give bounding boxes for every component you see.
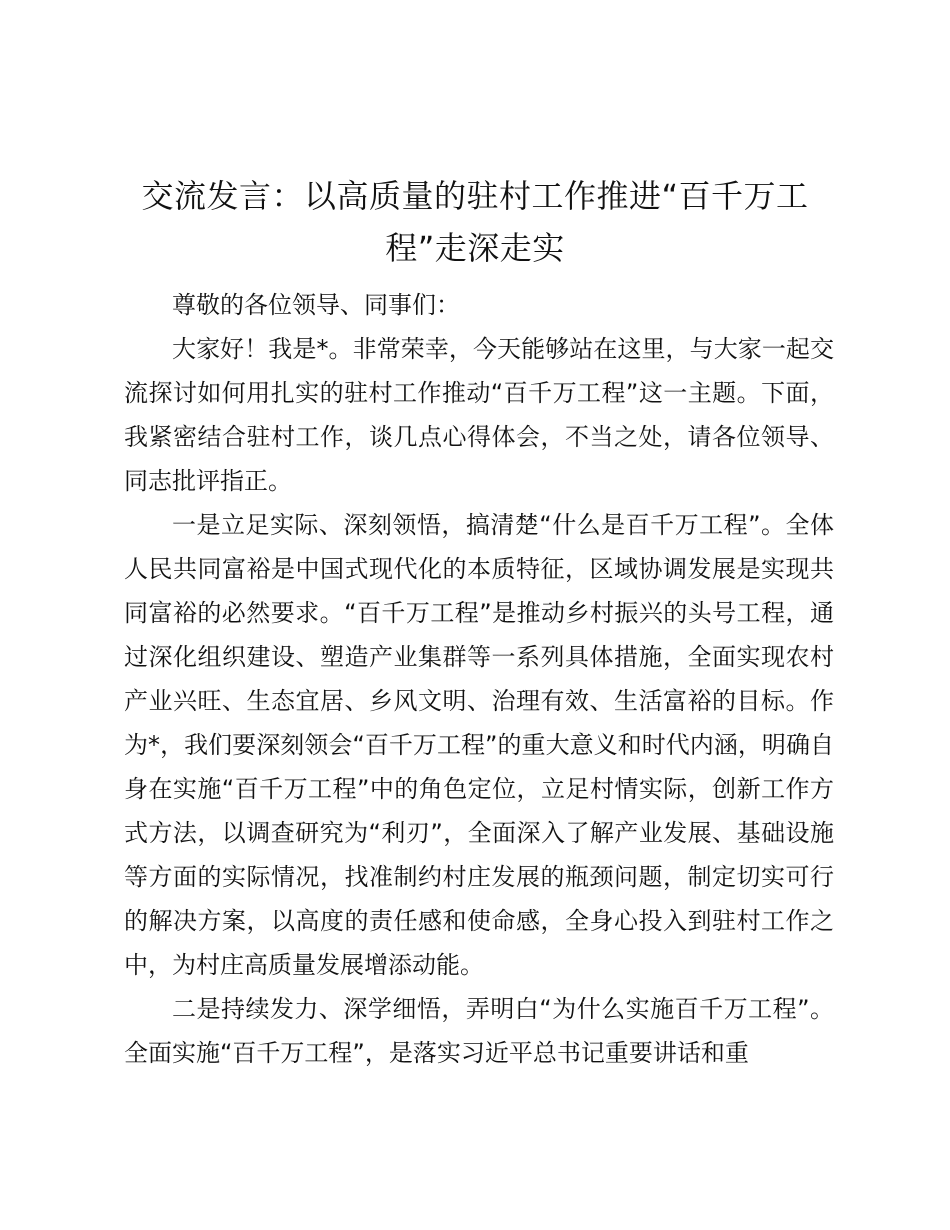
- document-body: [124, 283, 834, 1075]
- paragraph-intro: 大家好！我是*。非常荣幸，今天能够站在这里，与大家一起交流探讨如何用扎实的驻村工作推动“百千万工程”这一主题。下面，我紧密结合驻村工作，谈几点心得体会，不当之处，请各位领导、同志批评指正。: [124, 335, 834, 495]
- paragraph-greeting: 尊敬的各位领导、同事们：: [172, 291, 460, 319]
- document-title: 交流发言：以高质量的驻村工作推进“百千万工程”走深走实: [141, 177, 809, 267]
- paragraph-point-one: 一是立足实际、深刻领悟，搞清楚“什么是百千万工程”。全体人民共同富裕是中国式现代化的本质特征，区域协调发展是实现共同富裕的必然要求。“百千万工程”是推动乡村振兴的头号工程，通过深化组织建设、塑造产业集群等一系列具体措施，全面实现农村产业兴旺、生态宜居、乡风文明、治理有效、生活富裕的目标。作为*，我们要深刻领会“百千万工程”的重大意义和时代内涵，明确自身在实施“百千万工程”中的角色定位，立足村情实际，创新工作方式方法，以调查研究为“利刃”，全面深入了解产业发展、基础设施等方面的实际情况，找准制约村庄发展的瓶颈问题，制定切实可行的解决方案，以高度的责任感和使命感，全身心投入到驻村工作之中，为村庄高质量发展增添动能。: [124, 511, 834, 979]
- paragraph-point-two: 二是持续发力、深学细悟，弄明白“为什么实施百千万工程”。全面实施“百千万工程”，是落实习近平总书记重要讲话和重: [124, 995, 834, 1067]
